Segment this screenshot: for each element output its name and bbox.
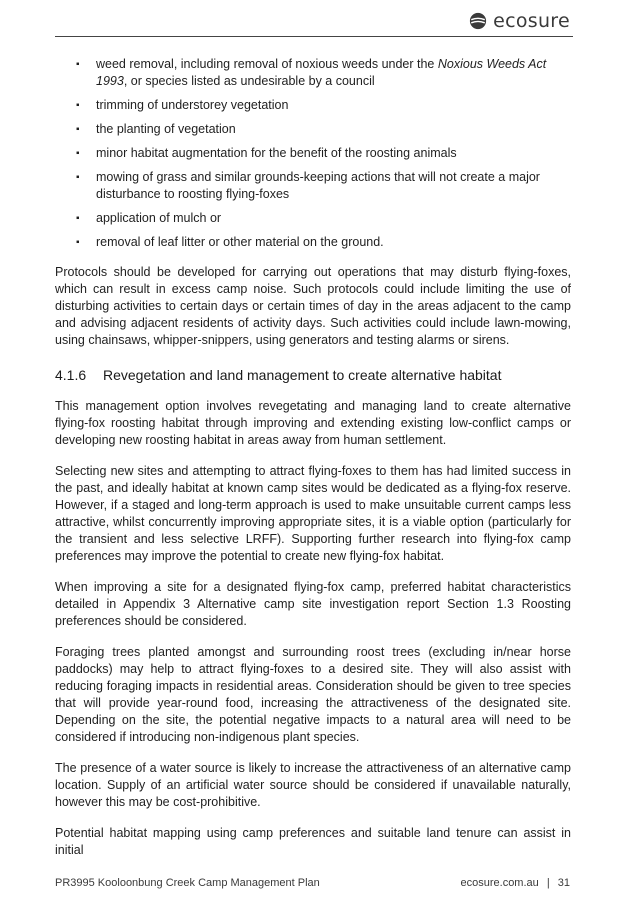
page-footer (55, 877, 570, 889)
list-item (55, 56, 571, 90)
bullet-icon: ▪ (76, 237, 80, 248)
footer-website: ecosure.com.au (460, 877, 539, 889)
list-item-text: , or species listed as undesirable by a council (123, 74, 375, 88)
body-paragraph: Foraging trees planted amongst and surrounding roost trees (excluding in/near horse paddocks) may help to attract flying-foxes to a desired site. They will also assist with reducing foraging impacts in residential areas. Consideration should be given to tree species that will provide year-round food, increasing the attractiveness of the designated site. Depending on the site, the potential negative impacts to a natural area will need to be considered if introducing non-indigenous plant species. (55, 645, 571, 744)
list-item-emphasis: Noxious Weeds Act 1993 (96, 57, 547, 88)
list-item (55, 145, 571, 162)
bullet-icon: ▪ (76, 213, 80, 224)
bullet-icon: ▪ (76, 100, 80, 111)
list-item-text: the planting of vegetation (96, 122, 236, 136)
list-item-text: trimming of understorey vegetation (96, 98, 289, 112)
bullet-icon: ▪ (76, 148, 80, 159)
list-item (55, 210, 571, 227)
page-content (55, 56, 571, 859)
list-item-text: removal of leaf litter or other material on the ground. (96, 235, 384, 249)
list-item-text: weed removal, including removal of noxious weeds under the (96, 57, 438, 71)
page-number: 31 (557, 877, 570, 889)
section-heading (55, 366, 571, 384)
body-paragraph: Selecting new sites and attempting to attract flying-foxes to them has had limited success in the past, and ideally habitat at known camp sites would be dedicated as a flying-fox reserve. However, if a staged and long-term approach is used to make unsuitable current camps less attractive, whilst concurrently improving appropriate sites, it is a viable option (particularly for the transient and less selective LRFF). Supporting further research into flying-fox camp preferences may improve the potential to create new flying-fox habitat. (55, 464, 571, 563)
logo-text: ecosure (493, 10, 570, 32)
section-number: 4.1.6 (55, 367, 87, 383)
body-paragraph: The presence of a water source is likely to increase the attractiveness of an alternative camp location. Supply of an artificial water source should be considered if unavailable naturally, however this may be cost-prohibitive. (55, 761, 571, 809)
list-item (55, 234, 571, 251)
footer-separator: | (546, 877, 550, 889)
footer-document-title: PR3995 Kooloonbung Creek Camp Management Plan (55, 877, 320, 889)
footer-right (461, 877, 571, 889)
list-item-text: application of mulch or (96, 211, 222, 225)
body-paragraph: Potential habitat mapping using camp preferences and suitable land tenure can assist in initial (55, 826, 571, 857)
bullet-icon: ▪ (76, 59, 80, 70)
list-item (55, 169, 571, 203)
header-logo (469, 11, 570, 31)
list-item (55, 121, 571, 138)
list-item-text: minor habitat augmentation for the benefit of the roosting animals (96, 146, 457, 160)
bullet-list (55, 56, 571, 251)
body-paragraph: When improving a site for a designated flying-fox camp, preferred habitat characteristics detailed in Appendix 3 Alternative camp site investigation report Section 1.3 Roosting preferences should be considered. (55, 580, 571, 628)
section-title: Revegetation and land management to create alternative habitat (103, 367, 502, 383)
bullet-icon: ▪ (76, 172, 80, 183)
list-item-text: mowing of grass and similar grounds-keeping actions that will not create a major disturbance to roosting flying-foxes (96, 170, 540, 201)
body-paragraph: This management option involves revegetating and managing land to create alternative flying-fox roosting habitat through improving and extending existing low-conflict camps or developing new roosting habitat in areas away from human settlement. (55, 399, 571, 447)
ecosure-logo-icon (469, 12, 487, 30)
intro-paragraph: Protocols should be developed for carrying out operations that may disturb flying-foxes, which can result in excess camp noise. Such protocols could include limiting the use of disturbing activities to certain days or certain times of day in the areas adjacent to the camp and advising adjacent residents of activity days. Such activities could include lawn-mowing, using chainsaws, whipper-snippers, using generators and testing alarms or sirens. (55, 265, 571, 347)
header-divider (55, 36, 573, 37)
list-item (55, 97, 571, 114)
bullet-icon: ▪ (76, 124, 80, 135)
